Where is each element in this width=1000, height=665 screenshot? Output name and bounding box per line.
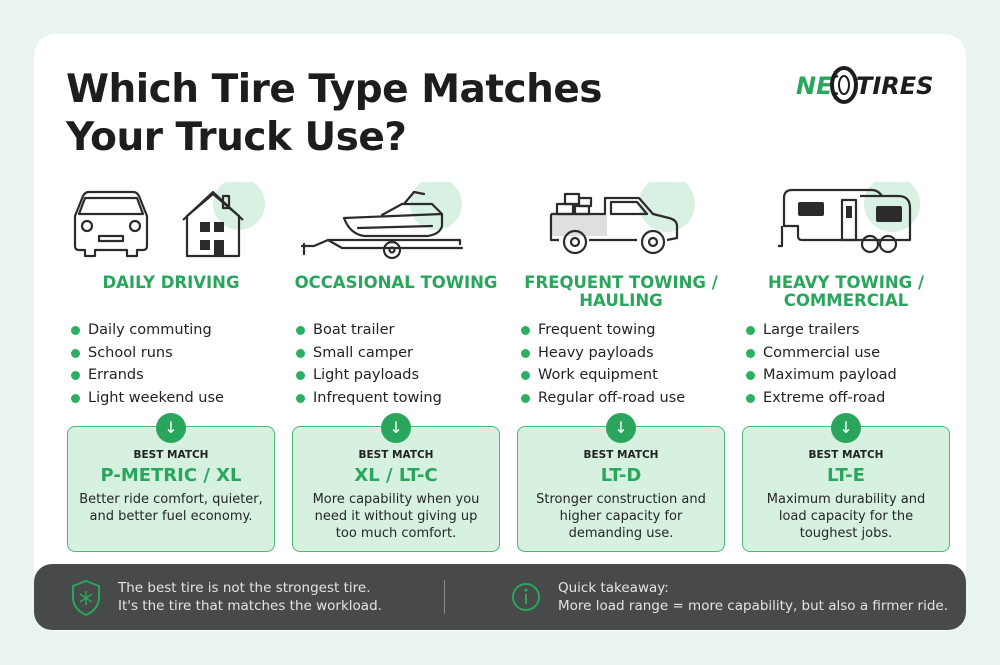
arrow-down-icon: ↓ [606,413,636,443]
best-match-box [292,418,500,552]
list-item: Infrequent towing [296,387,442,410]
footer-right-text: Quick takeaway: More load range = more capability, but also a firmer ride. [558,580,948,614]
pickup-truck-icon [517,182,725,264]
column-heading: OCCASIONAL TOWING [294,273,498,292]
best-match-box [517,418,725,552]
bullet-list [746,319,897,409]
tire-description: Maximum durability and load capacity for the toughest jobs. [766,492,926,541]
best-match-label: BEST MATCH [583,449,659,461]
best-match-box [67,418,275,552]
list-item: Regular off-road use [521,387,685,410]
bullet-list [521,319,685,409]
column-heading: HEAVY TOWING / COMMERCIAL [768,273,924,310]
bullet-list [296,319,442,409]
svg-text:TIRES: TIRES [856,72,934,100]
list-item: Small camper [296,342,442,365]
page-title [66,66,626,162]
best-match-label: BEST MATCH [133,449,209,461]
list-item: Large trailers [746,319,897,342]
svg-text:NE: NE [796,72,833,100]
list-item: Daily commuting [71,319,224,342]
column-occasional-towing [292,182,500,552]
tire-type: XL / LT-C [354,465,438,486]
arrow-down-icon: ↓ [831,413,861,443]
tire-logo-icon [832,68,856,102]
bullet-list [71,319,224,409]
list-item: Frequent towing [521,319,685,342]
neotires-logo [796,66,938,104]
list-item: Extreme off-road [746,387,897,410]
shield-star-icon [70,579,102,617]
list-item: School runs [71,342,224,365]
tire-type: LT-D [600,465,642,486]
car-and-house-icon [67,182,275,264]
tire-description: More capability when you need it without giving up too much comfort. [312,492,480,541]
column-heavy-towing [742,182,950,552]
title-line-1: Which Tire Type Matches [66,67,603,112]
footer-divider [444,580,445,614]
list-item: Light payloads [296,364,442,387]
arrow-down-icon: ↓ [381,413,411,443]
tire-type: P-METRIC / XL [100,465,242,486]
list-item: Boat trailer [296,319,442,342]
fifth-wheel-trailer-icon [742,182,950,264]
column-heading: DAILY DRIVING [102,273,240,292]
title-line-2: Your Truck Use? [66,115,407,160]
footer-left-text: The best tire is not the strongest tire. It's the tire that matches the workload. [118,580,382,614]
best-match-label: BEST MATCH [808,449,884,461]
column-frequent-towing [517,182,725,552]
column-daily-driving [67,182,275,552]
list-item: Heavy payloads [521,342,685,365]
list-item: Light weekend use [71,387,224,410]
list-item: Commercial use [746,342,897,365]
column-heading: FREQUENT TOWING / HAULING [524,273,718,310]
best-match-box [742,418,950,552]
list-item: Errands [71,364,224,387]
tire-description: Better ride comfort, quieter, and better fuel economy. [79,492,263,524]
list-item: Work equipment [521,364,685,387]
boat-trailer-icon [292,182,500,264]
tire-type: LT-E [827,465,865,486]
list-item: Maximum payload [746,364,897,387]
best-match-label: BEST MATCH [358,449,434,461]
arrow-down-icon: ↓ [156,413,186,443]
tire-description: Stronger construction and higher capacity for demanding use. [536,492,706,541]
info-icon [511,582,541,612]
